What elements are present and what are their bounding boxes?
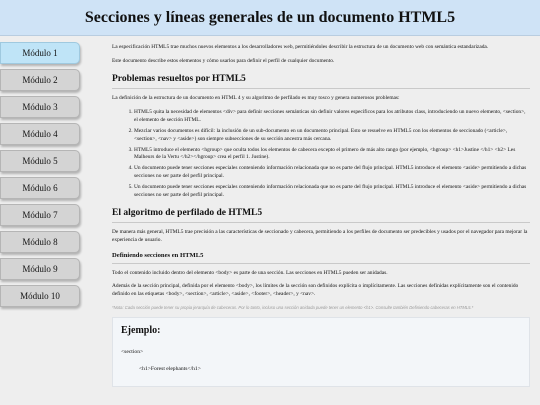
sidebar-item-modulo-6[interactable]: Módulo 6: [0, 177, 80, 199]
sidebar-item-modulo-3[interactable]: Módulo 3: [0, 96, 80, 118]
section-heading: El algoritmo de perfilado de HTML5: [112, 207, 530, 224]
list-item: 1. HTML5 quita la necesidad de elementos <div> para definir secciones semánticas sin definir valores específicos para los atributos class, introduciendo un nuevo elemento, <section>, el elemento de sección HTML.: [134, 109, 530, 125]
list-item: 4. Un documento puede tener secciones especiales conteniendo información relacionada que no es parte del flujo principal. HTML5 introduce el elemento <aside> permitiendo a dichas secciones no ser parte del perfil principal.: [134, 165, 530, 181]
subsection-heading: Definiendo secciones en HTML5: [112, 251, 530, 264]
sidebar-item-modulo-1[interactable]: Módulo 1: [0, 42, 80, 64]
code-line: <section>: [121, 348, 144, 355]
main-content: [112, 44, 530, 387]
body-paragraph: Además de la sección principal, definida por el elemento <body>, los límites de la sección son definidos explícita o implícitamente. Las secciones definidas explícitamente son el contenido definido en las etiquetas <body>, <section>, <article>, <aside>, <footer>, <header>, y <nav>.: [112, 283, 519, 298]
sidebar-item-modulo-5[interactable]: Módulo 5: [0, 150, 80, 172]
sidebar-item-modulo-8[interactable]: Módulo 8: [0, 231, 80, 253]
sidebar-item-modulo-9[interactable]: Módulo 9: [0, 258, 80, 280]
section-intro: De manera más general, HTML5 trae precisión a las características de seccionado y cabecera, permitiendo a los perfiles de documento ser predecibles y usados por el navegador para mejorar la experiencia de usuario.: [112, 229, 528, 244]
list-item: 3. HTML5 introduce el elemento <hgroup> que oculta todos los elementos de cabecera excepto el primero de más alto rango (por ejemplo, <hgroup> <h1>Justine </h1> <h2> Les Malheurs de la Vertu </h2></hgroup> crea el perfil 1. Justine).: [134, 147, 530, 163]
sidebar-item-modulo-2[interactable]: Módulo 2: [0, 69, 80, 91]
example-box: [112, 317, 530, 387]
section-heading: Problemas resueltos por HTML5: [112, 73, 530, 90]
list-item: 5. Un documento puede tener secciones especiales conteniendo información relacionada que no es parte del flujo principal. HTML5 introduce el elemento <aside> permitiendo a dichas secciones no ser parte del perfil principal.: [134, 184, 530, 200]
problems-list: [134, 109, 530, 199]
sidebar-item-modulo-4[interactable]: Módulo 4: [0, 123, 80, 145]
sidebar-item-modulo-7[interactable]: Módulo 7: [0, 204, 80, 226]
code-line: <h1>Forest elephants</h1>: [139, 365, 201, 372]
code-block: [121, 348, 521, 374]
page-header: [0, 0, 540, 36]
note-text: *Nota: Cada sección puede tener su propia jerarquía de cabeceras. Por lo tanto, incluso una sección anidada puede tener un elemento <h1>. Consulte también Definiendo cabeceras en HTML5.*: [112, 304, 474, 310]
intro-paragraph: Este documento describe estos elementos y cómo usarlos para definir el perfil de cualquier documento.: [112, 57, 335, 64]
page-title: Secciones y líneas generales de un documento HTML5: [84, 9, 456, 26]
intro-paragraph: La especificación HTML5 trae muchos nuevos elementos a los desarrolladores web, permitiéndoles describir la estructura de un documento web con semántica estandarizada.: [112, 44, 489, 50]
example-title: Ejemplo:: [121, 325, 161, 337]
module-sidebar: [0, 42, 84, 312]
body-paragraph: Todo el contenido incluido dentro del elemento <body> es parte de una sección. Las secciones en HTML5 pueden ser anidadas.: [112, 269, 388, 276]
section-intro: La definición de la estructura de un documento en HTML 4 y su algoritmo de perfilado es muy tosco y genera numerosos problemas:: [112, 95, 400, 102]
sidebar-item-modulo-10[interactable]: Módulo 10: [0, 285, 80, 307]
list-item: 2. Mezclar varios documentos es difícil: la inclusión de un sub-documento en un documento principal. Esto se resuelve en HTML5 con los elementos de seccionado (<article>, <section>, <nav> y <aside>) son siempre subsecciones de su sección ancestra más cercana.: [134, 128, 530, 144]
